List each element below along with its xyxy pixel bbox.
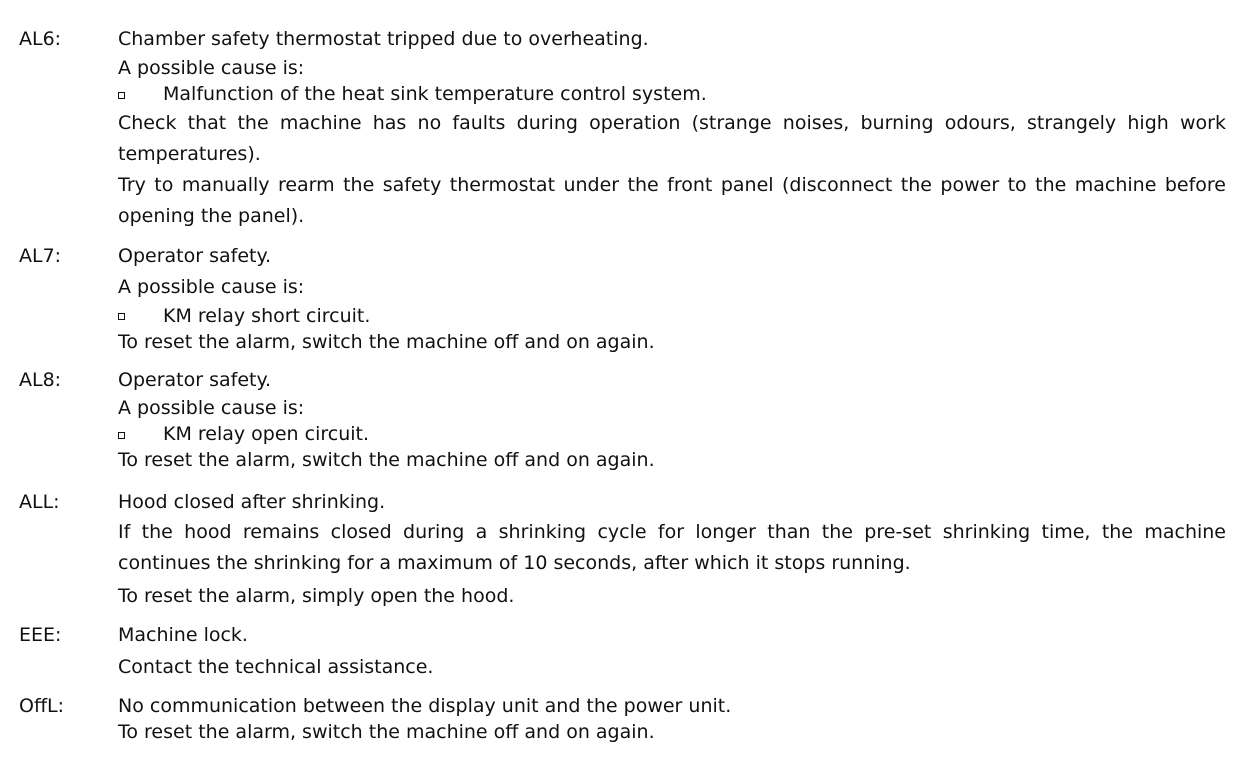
alarm-code-eee: EEE: bbox=[19, 624, 62, 646]
cause-item-al7: KM relay short circuit. bbox=[163, 305, 371, 327]
alarm-title-all: Hood closed after shrinking. bbox=[118, 491, 386, 513]
alarm-code-al7: AL7: bbox=[19, 245, 62, 267]
alarm-title-al6: Chamber safety thermostat tripped due to overheating. bbox=[118, 28, 649, 50]
alarm-code-al6: AL6: bbox=[19, 28, 62, 50]
bullet-icon bbox=[118, 92, 125, 99]
reset-text-al7: To reset the alarm, switch the machine off and on again. bbox=[118, 331, 655, 353]
alarm-title-eee: Machine lock. bbox=[118, 624, 248, 646]
rearm-text-al6: Try to manually rearm the safety thermostat under the front panel (disconnect the power to the machine before opening the panel). bbox=[118, 174, 1226, 227]
reset-text-all: To reset the alarm, simply open the hood. bbox=[118, 585, 515, 607]
reset-text-al8: To reset the alarm, switch the machine off and on again. bbox=[118, 449, 655, 471]
alarm-title-offl: No communication between the display unit and the power unit. bbox=[118, 695, 732, 717]
cause-intro-al8: A possible cause is: bbox=[118, 397, 305, 419]
alarm-title-al7: Operator safety. bbox=[118, 245, 272, 267]
alarm-code-offl: OffL: bbox=[19, 695, 65, 717]
detail-text-eee: Contact the technical assistance. bbox=[118, 656, 434, 678]
cause-item-al8: KM relay open circuit. bbox=[163, 423, 370, 445]
cause-intro-al7: A possible cause is: bbox=[118, 276, 305, 298]
cause-intro-al6: A possible cause is: bbox=[118, 57, 305, 79]
bullet-icon bbox=[118, 432, 125, 439]
cause-item-al6: Malfunction of the heat sink temperature control system. bbox=[163, 83, 707, 105]
alarm-code-al8: AL8: bbox=[19, 369, 62, 391]
bullet-icon bbox=[118, 313, 125, 320]
detail-text-all: If the hood remains closed during a shrinking cycle for longer than the pre-set shrinking time, the machine continues the shrinking for a maximum of 10 seconds, after which it stops running. bbox=[118, 521, 1226, 574]
alarm-code-all: ALL: bbox=[19, 491, 60, 513]
reset-text-offl: To reset the alarm, switch the machine off and on again. bbox=[118, 721, 655, 743]
alarm-title-al8: Operator safety. bbox=[118, 369, 272, 391]
check-text-al6: Check that the machine has no faults during operation (strange noises, burning odours, strangely high work temperatures). bbox=[118, 112, 1226, 165]
